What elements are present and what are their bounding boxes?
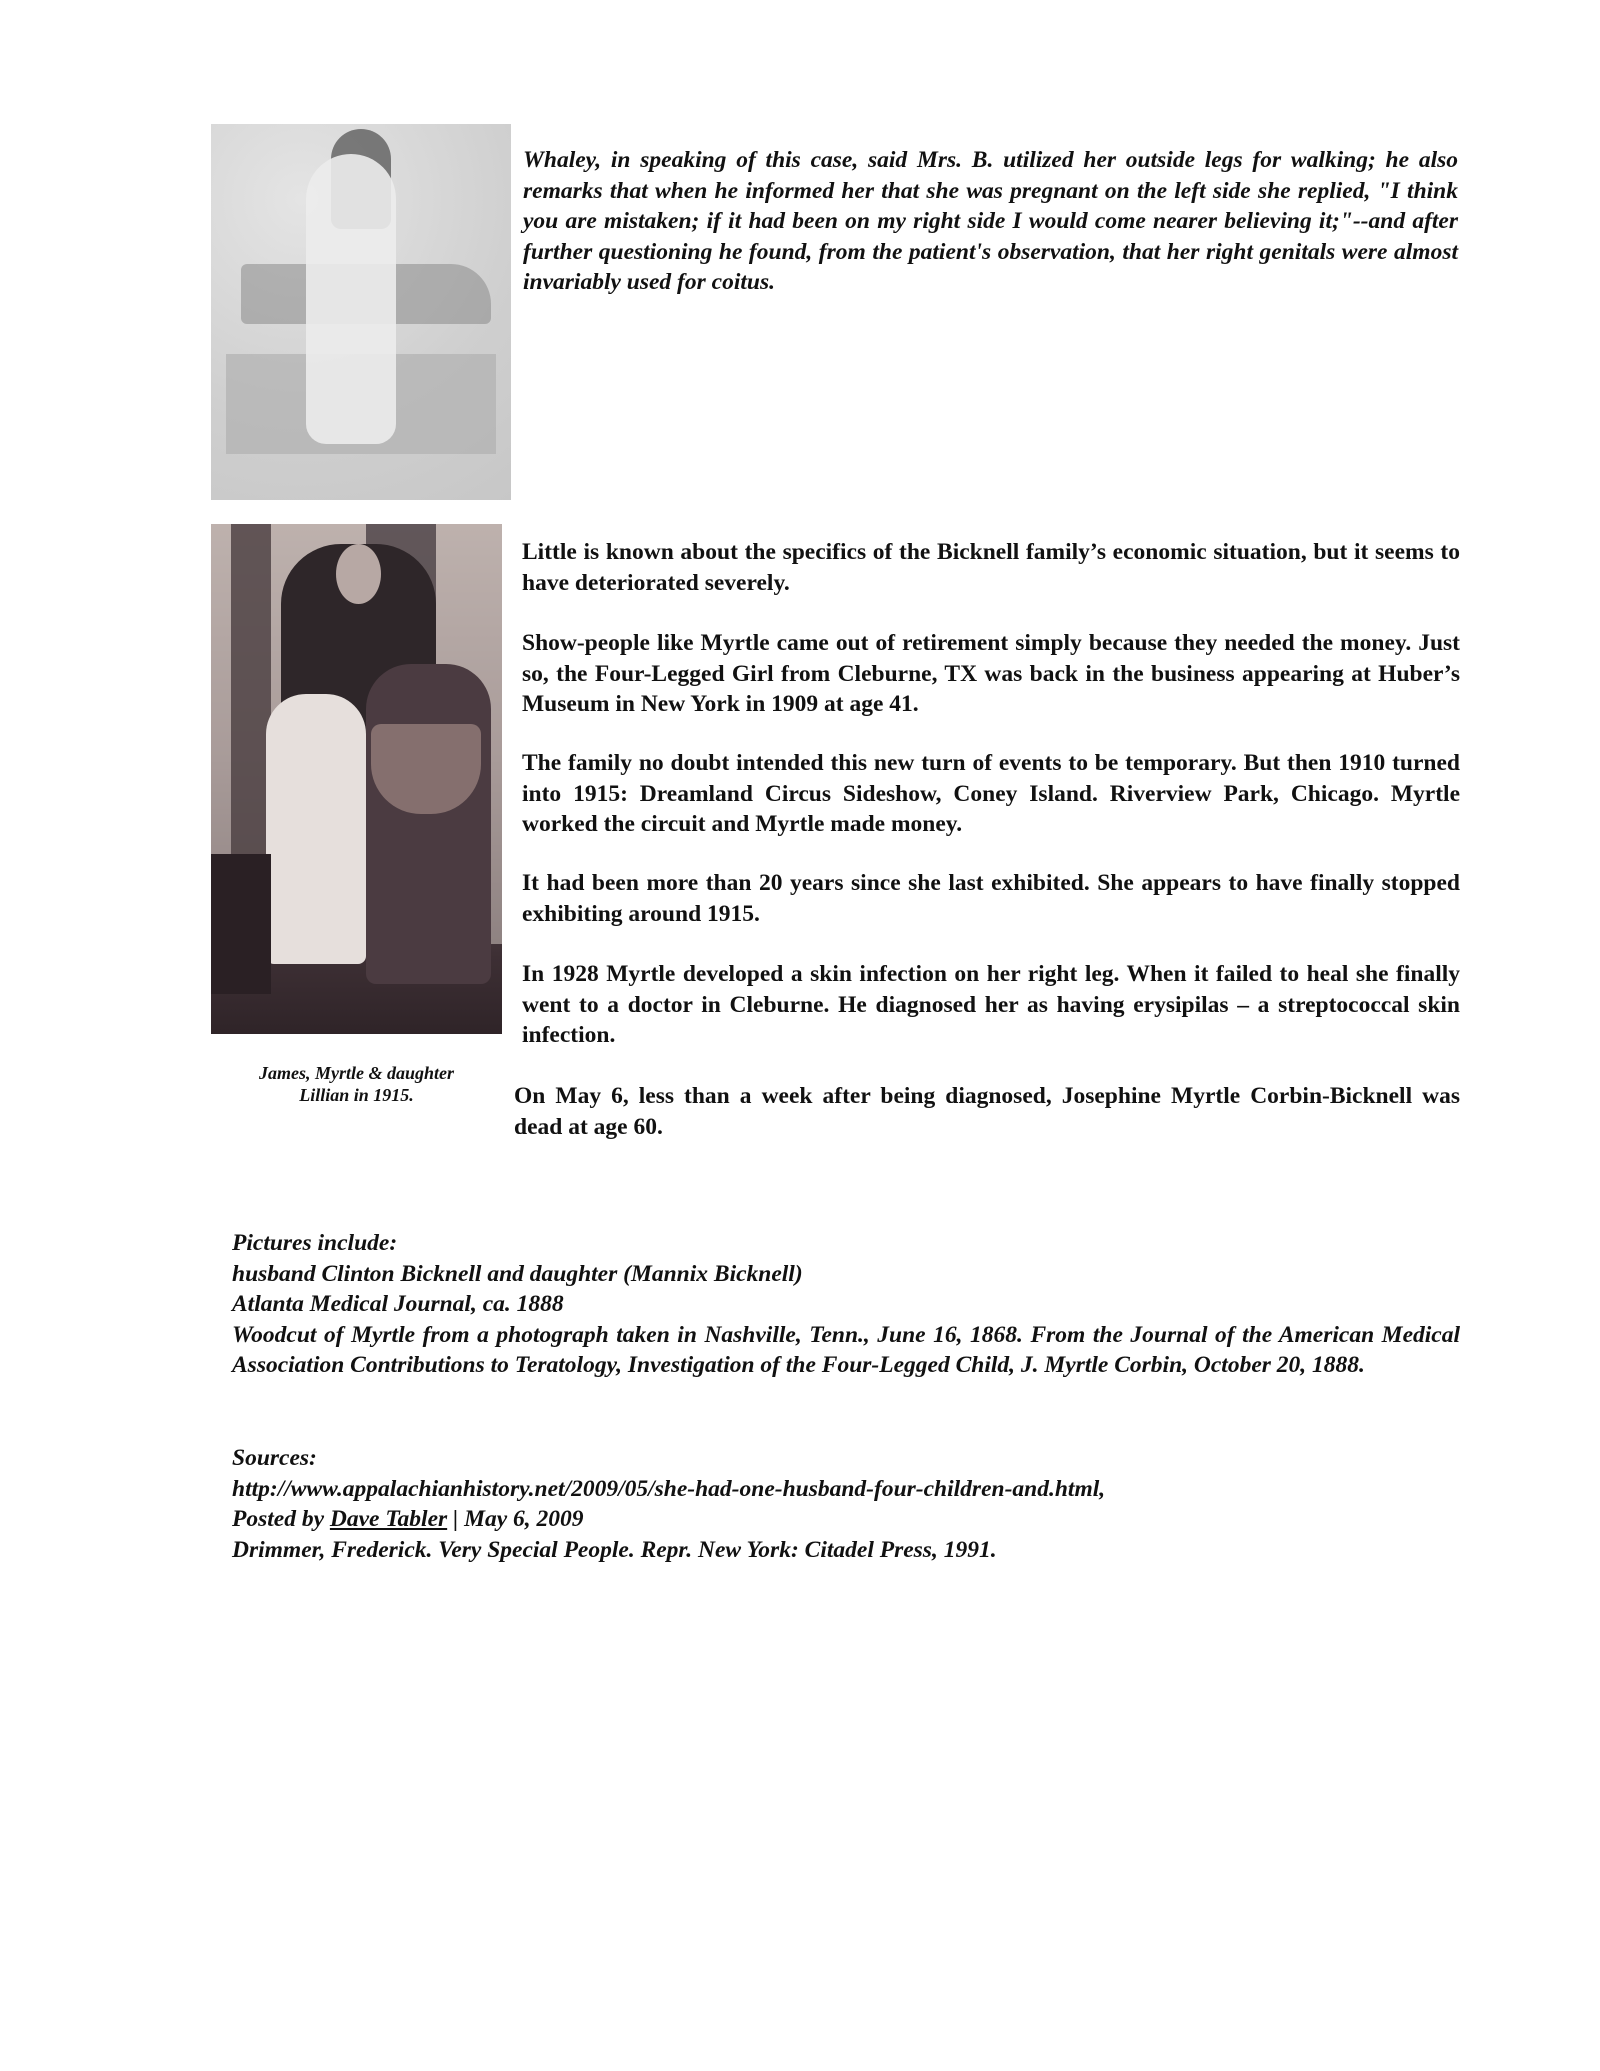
body-paragraph-2: Show-people like Myrtle came out of retirement simply because they needed the money. Just so, the Four-Legged Girl from Cleburne, TX was back in the business appearing at Huber’s Museum in New York in 1909 at age 41. bbox=[522, 630, 1460, 717]
body-paragraph-6: On May 6, less than a week after being diagnosed, Josephine Myrtle Corbin-Bicknell was dead at age 60. bbox=[514, 1083, 1460, 1140]
photo-shawl-shape bbox=[371, 724, 481, 814]
body-paragraph-5: In 1928 Myrtle developed a skin infection on her right leg. When it failed to heal she finally went to a doctor in Cleburne. He diagnosed her as having erysipilas – a streptococcal skin infection. bbox=[522, 961, 1460, 1048]
woodcut-illustration bbox=[211, 124, 511, 500]
photo-table-shape bbox=[211, 854, 271, 994]
pictures-heading: Pictures include: bbox=[232, 1230, 398, 1256]
author-link[interactable]: Dave Tabler bbox=[329, 1506, 448, 1532]
posted-prefix: Posted by bbox=[232, 1506, 330, 1532]
source-url: http://www.appalachianhistory.net/2009/05/she-had-one-husband-four-children-and.html, bbox=[232, 1475, 1106, 1502]
woodcut-figure-shape bbox=[306, 154, 396, 444]
photo-caption bbox=[211, 1062, 502, 1106]
photo-man-head-shape bbox=[336, 544, 381, 604]
body-paragraph-4: It had been more than 20 years since she last exhibited. She appears to have finally stopped exhibiting around 1915. bbox=[522, 870, 1460, 927]
pictures-item: husband Clinton Bicknell and daughter (Mannix Bicknell) bbox=[232, 1260, 803, 1287]
photo-pillar-shape bbox=[231, 524, 271, 854]
source-posted-line bbox=[232, 1504, 1460, 1535]
pictures-item: Atlanta Medical Journal, ca. 1888 bbox=[232, 1291, 564, 1317]
body-paragraph-3: The family no doubt intended this new turn of events to be temporary. But then 1910 turned into 1915: Dreamland Circus Sideshow, Coney Island. Riverview Park, Chicago. Myrtle worked the circuit and Myrtle made money. bbox=[522, 750, 1460, 837]
sources-heading: Sources: bbox=[232, 1445, 317, 1471]
photo-woman-shape bbox=[366, 664, 491, 984]
pictures-section bbox=[232, 1228, 1460, 1381]
pictures-item: Woodcut of Myrtle from a photograph taken in Nashville, Tenn., June 16, 1868. From the Journal of the American Medical Association Contributions to Teratology, Investigation of the Four-Legged Child, J. Myrtle Corbin, October 20, 1888. bbox=[232, 1321, 1460, 1378]
sources-section bbox=[232, 1443, 1460, 1565]
posted-date: | May 6, 2009 bbox=[447, 1506, 584, 1532]
caption-line-1: James, Myrtle & daughter bbox=[258, 1063, 454, 1083]
family-photograph bbox=[211, 524, 502, 1034]
source-book: Drimmer, Frederick. Very Special People. Repr. New York: Citadel Press, 1991. bbox=[232, 1536, 997, 1563]
body-paragraph-1: Little is known about the specifics of the Bicknell family’s economic situation, but it seems to have deteriorated severely. bbox=[522, 539, 1460, 596]
photo-girl-shape bbox=[266, 694, 366, 964]
quote-paragraph: Whaley, in speaking of this case, said Mrs. B. utilized her outside legs for walking; he also remarks that when he informed her that she was pregnant on the left side she replied, "I think you are mistaken; if it had been on my right side I would come nearer believing it;"--and after further questioning he found, from the patient's observation, that her right genitals were almost invariably used for coitus. bbox=[523, 147, 1458, 295]
caption-line-2: Lillian in 1915. bbox=[299, 1085, 414, 1105]
